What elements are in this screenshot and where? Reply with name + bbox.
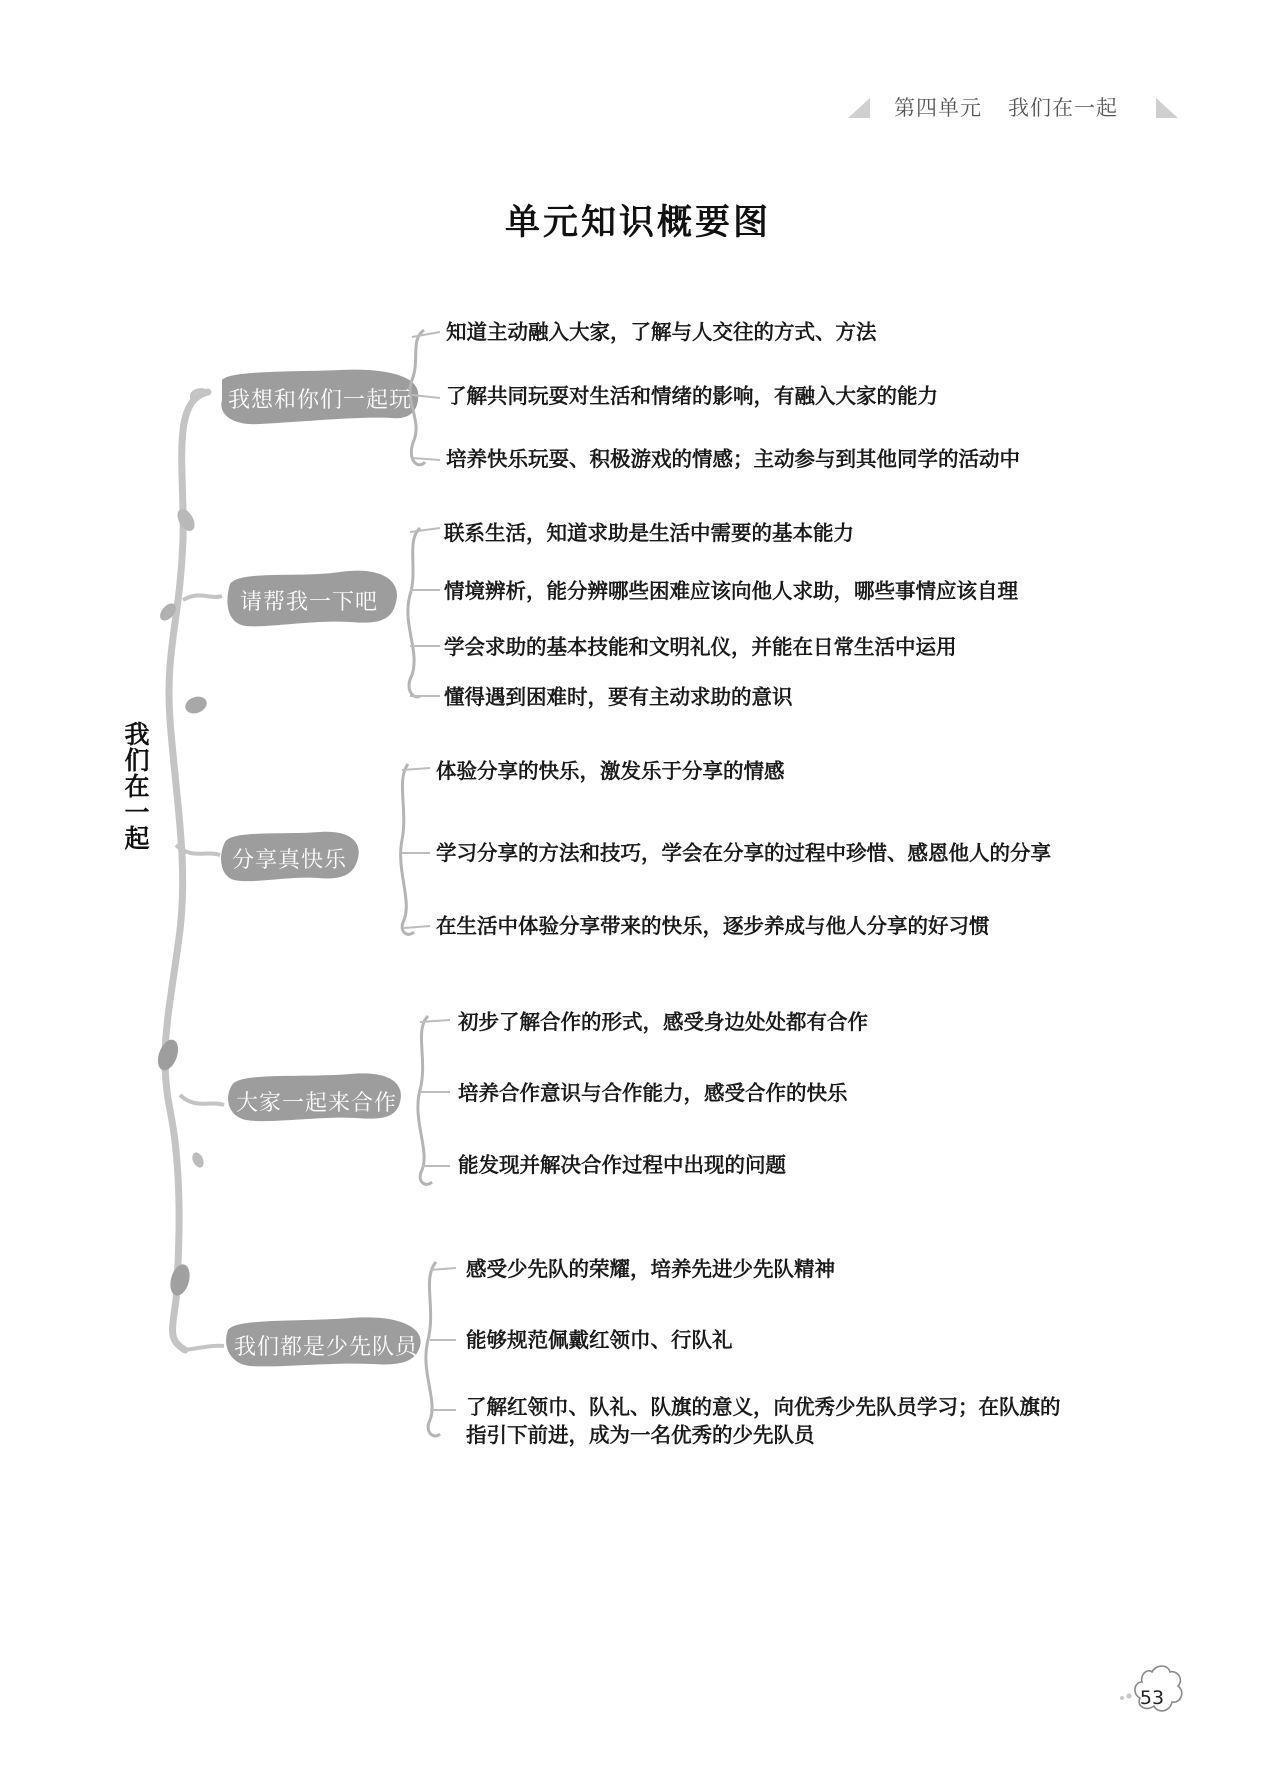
leaf-item: 初步了解合作的形式，感受身边处处都有合作 [458, 1010, 868, 1034]
main-vine-trunk [165, 392, 208, 1350]
branch-label-share: 分享真快乐 [232, 848, 348, 873]
header-unit-title: 我们在一起 [1008, 96, 1118, 120]
leaf-item: 在生活中体验分享带来的快乐，逐步养成与他人分享的好习惯 [436, 914, 990, 938]
vine-leaf-icon [154, 1037, 182, 1073]
root-char: 一 [124, 798, 150, 827]
branch-label-play: 我想和你们一起玩 [228, 388, 413, 413]
header-unit-label: 第四单元 [894, 96, 982, 120]
leaf-item: 培养快乐玩耍、积极游戏的情感；主动参与到其他同学的活动中 [446, 447, 1020, 471]
leaf-item: 懂得遇到困难时，要有主动求助的意识 [444, 685, 793, 709]
root-char: 我 [124, 720, 150, 749]
branch-label-help: 请帮我一下吧 [240, 590, 379, 615]
leaf-item: 体验分享的快乐，激发乐于分享的情感 [436, 759, 785, 783]
vine-leaf-icon [183, 694, 209, 717]
root-char: 在 [124, 772, 150, 801]
leaf-item: 了解红领巾、队礼、队旗的意义，向优秀少先队员学习；在队旗的指引下前进，成为一名优秀的少先队员 [466, 1395, 1061, 1447]
branch-label-pioneers: 我们都是少先队员 [234, 1335, 419, 1360]
leaf-item: 能够规范佩戴红领巾、行队礼 [466, 1328, 733, 1352]
leaf-item: 知道主动融入大家，了解与人交往的方式、方法 [446, 320, 877, 344]
branch-label-cooperate: 大家一起来合作 [236, 1091, 398, 1116]
page-title: 单元知识概要图 [504, 202, 771, 243]
vine-leaf-icon [190, 1151, 206, 1170]
leaf-item: 学习分享的方法和技巧，学会在分享的过程中珍惜、感恩他人的分享 [436, 841, 1051, 865]
leaf-item: 培养合作意识与合作能力，感受合作的快乐 [458, 1081, 848, 1105]
leaf-item: 能发现并解决合作过程中出现的问题 [458, 1153, 786, 1177]
leaf-item: 情境辨析，能分辨哪些困难应该向他人求助，哪些事情应该自理 [444, 579, 1018, 603]
vine-leaf-icon [174, 506, 198, 534]
root-char: 起 [124, 824, 150, 853]
leaf-item: 了解共同玩耍对生活和情绪的影响，有融入大家的能力 [446, 384, 938, 408]
leaf-item: 学会求助的基本技能和文明礼仪，并能在日常生活中运用 [444, 635, 957, 659]
leaf-item: 联系生活，知道求助是生活中需要的基本能力 [444, 521, 854, 545]
root-char: 们 [124, 746, 150, 775]
page-number: 53 [1139, 1687, 1165, 1709]
leaf-item: 感受少先队的荣耀，培养先进少先队精神 [466, 1257, 835, 1281]
vine-leaf-icon [167, 1262, 193, 1298]
root-node-label [122, 722, 152, 852]
